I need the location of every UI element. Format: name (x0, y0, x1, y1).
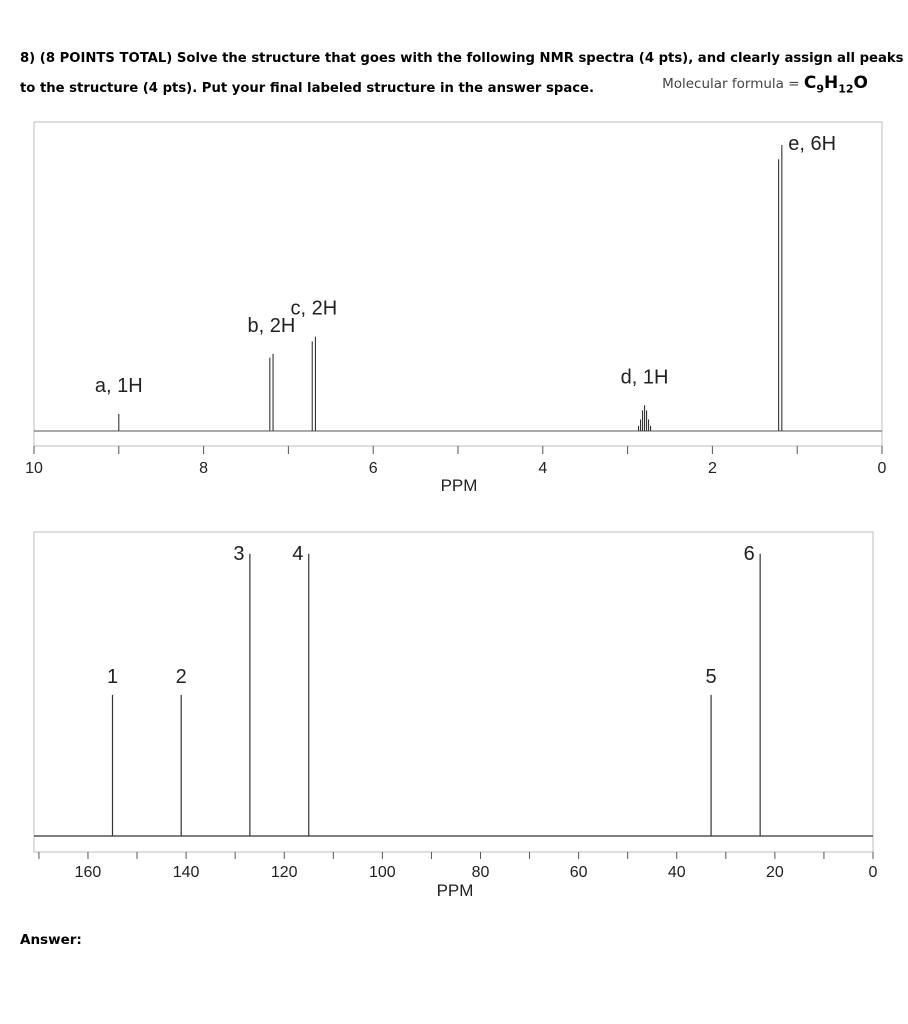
h1-peak-label: d, 1H (620, 366, 669, 389)
formula-label: Molecular formula = (662, 76, 804, 92)
h1-peak-label: a, 1H (94, 374, 143, 397)
h1-tick-label: 0 (877, 460, 887, 477)
formula-c-count: 9 (816, 82, 824, 96)
c13-tick-label: 20 (765, 864, 784, 881)
h1-peak-label: e, 6H (788, 133, 837, 155)
answer-label: Answer: (20, 932, 82, 948)
h1-tick-label: 2 (707, 460, 717, 477)
c13-x-axis-title: PPM (436, 881, 474, 900)
c13-tick-label: 60 (569, 864, 588, 881)
c13-peak-label: 3 (233, 542, 245, 565)
c13-plot-frame (34, 532, 873, 852)
c13-peak-label: 2 (175, 665, 187, 688)
c13-peak-label: 5 (705, 665, 717, 688)
question-line-1: 8) (8 POINTS TOTAL) Solve the structure that goes with the following NMR spectra (4 pts), and clearly assign all peaks (20, 51, 904, 66)
c13-peak-label: 4 (292, 542, 304, 565)
formula-h-count: 12 (838, 82, 854, 96)
h1-tick-label: 6 (368, 460, 378, 477)
c13-tick-label: 0 (868, 864, 878, 881)
c13-tick-label: 80 (471, 864, 490, 881)
formula-c: C (803, 73, 817, 93)
c13-tick-label: 160 (74, 864, 102, 881)
c13-peak-label: 1 (106, 665, 119, 688)
c13-tick-label: 40 (667, 864, 686, 881)
h1-tick-label: 10 (25, 460, 43, 477)
h1-peak-label: c, 2H (290, 297, 338, 320)
formula-o: O (853, 73, 868, 93)
c13-tick-label: 120 (270, 864, 298, 881)
question-line-2: to the structure (4 pts). Put your final labeled structure in the answer space. (20, 81, 594, 96)
h1-tick-label: 4 (538, 460, 548, 477)
h1-tick-label: 8 (199, 460, 209, 477)
c13-tick-label: 100 (369, 864, 396, 881)
formula-h: H (824, 73, 839, 93)
h1-x-axis-title: PPM (440, 476, 478, 495)
h1-peak-label: b, 2H (247, 314, 296, 337)
c13-peak-label: 6 (743, 542, 755, 565)
c13-tick-label: 140 (172, 864, 200, 881)
